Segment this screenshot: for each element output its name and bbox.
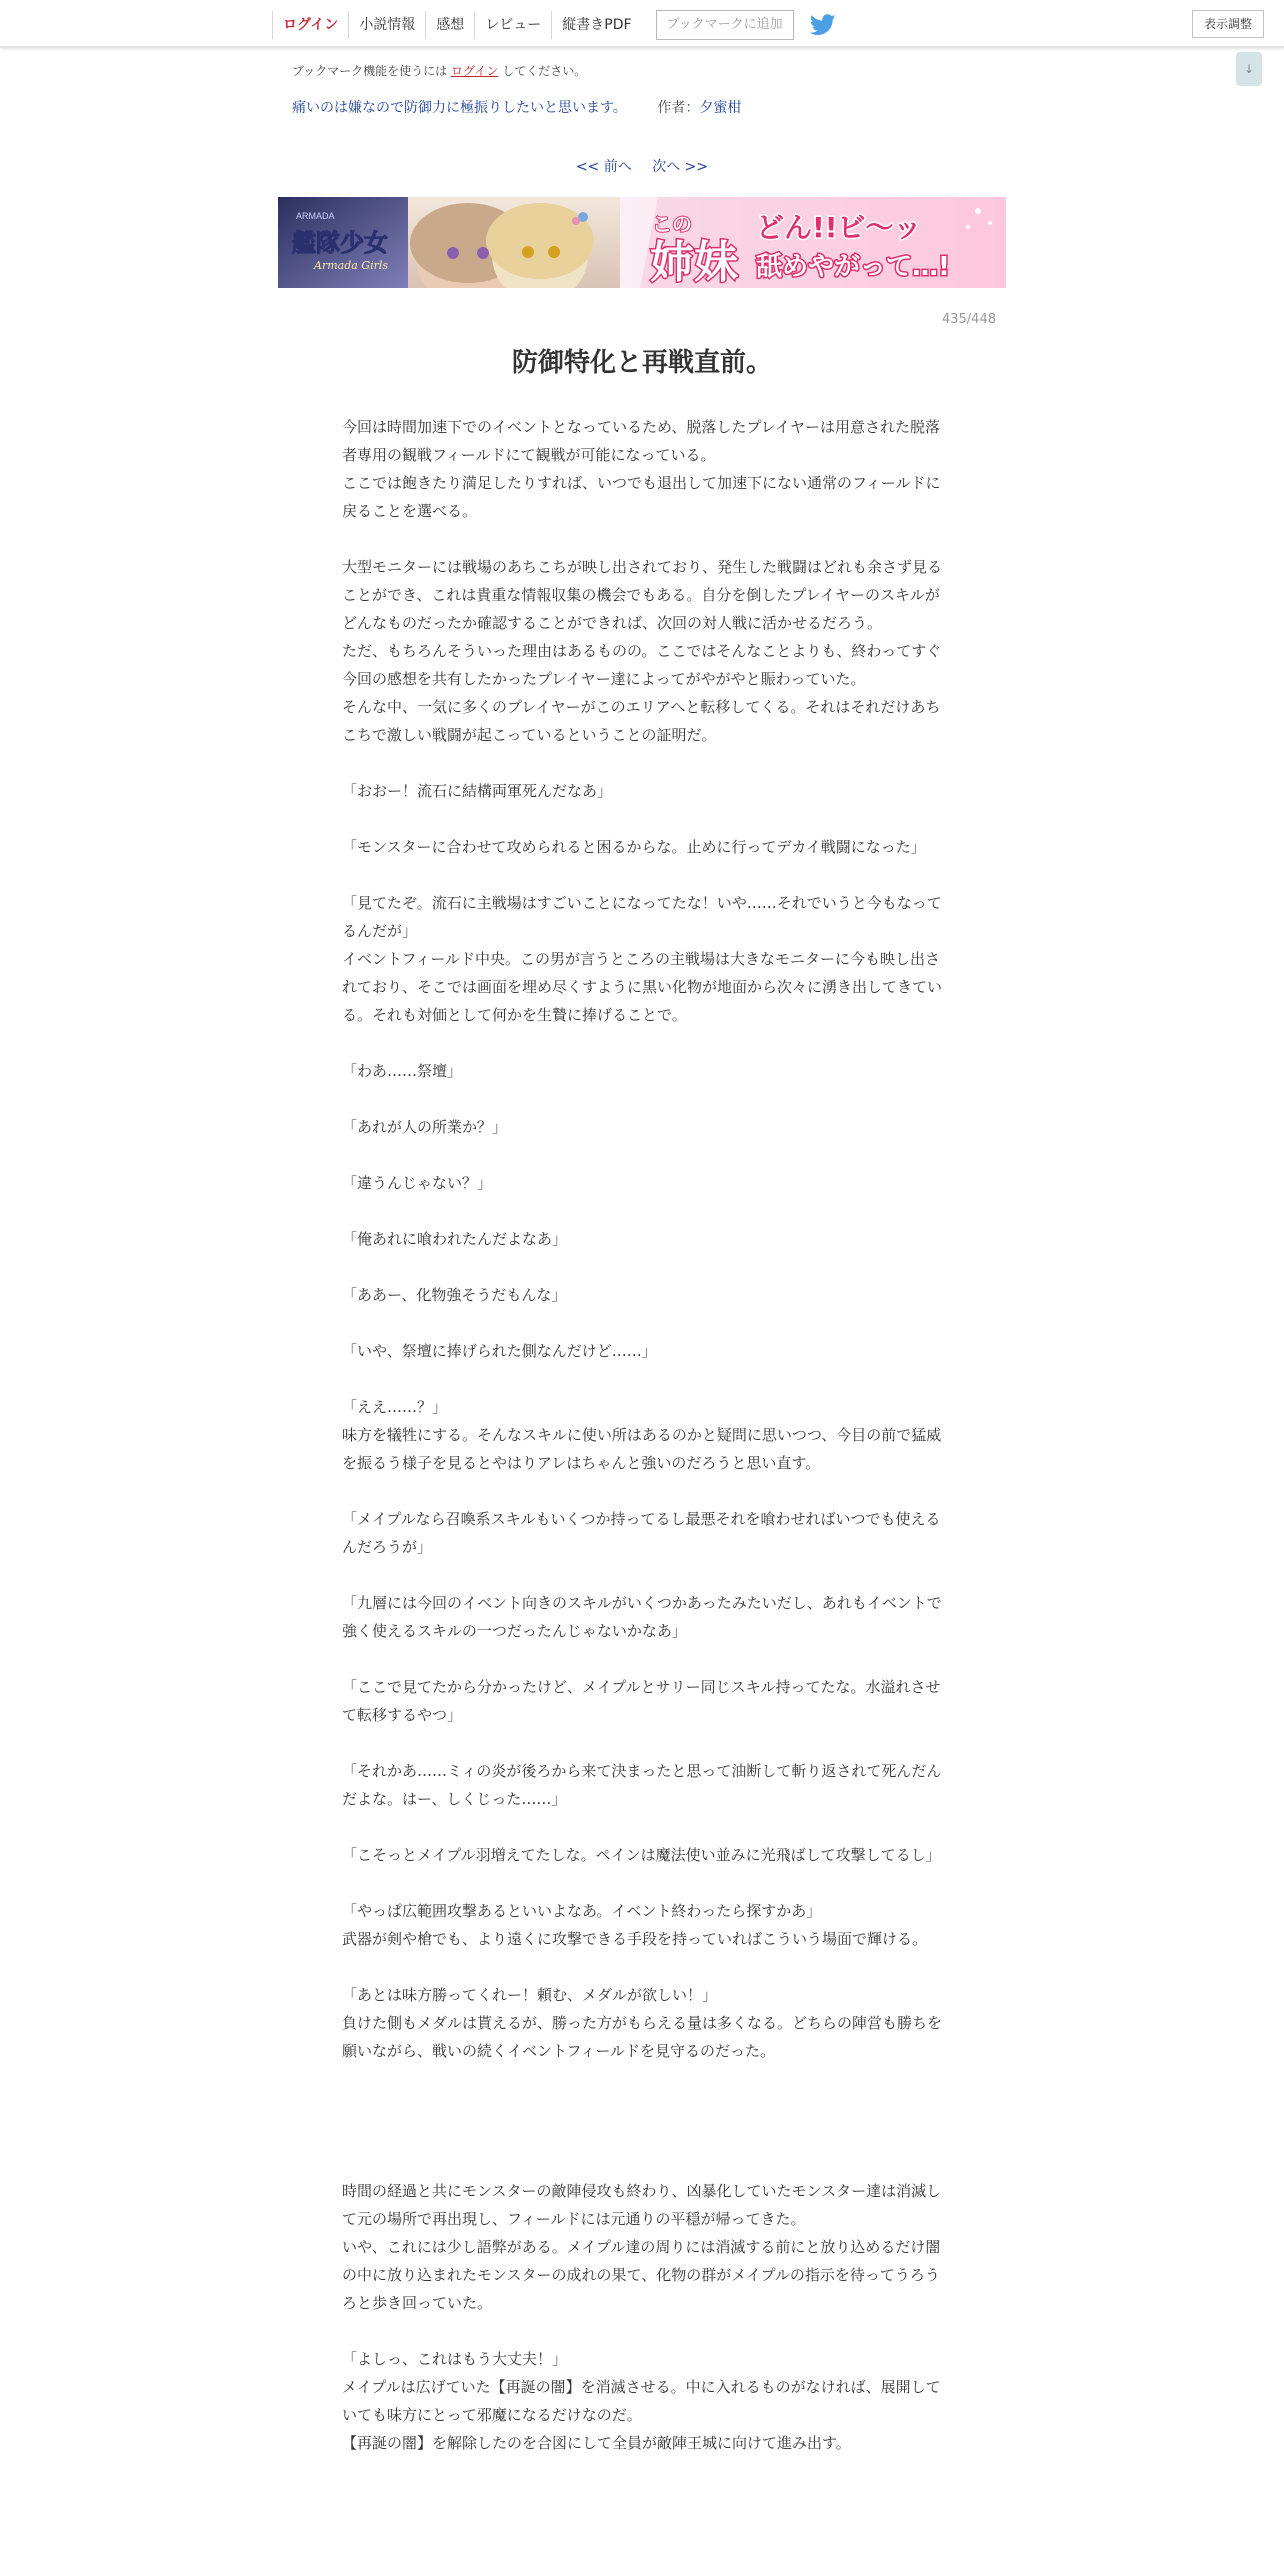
novel-paragraph: そんな中、一気に多くのプレイヤーがこのエリアへと転移してくる。それはそれだけあちこちで激しい戦闘が起こっているということの証明だ。 [342, 698, 941, 744]
novel-paragraph [342, 1645, 942, 1673]
novel-paragraph [342, 1197, 942, 1225]
novel-paragraph: 今回は時間加速下でのイベントとなっているため、脱落したプレイヤーは用意された脱落者専用の観戦フィールドにて観戦が可能になっている。 [342, 418, 941, 464]
novel-paragraph: 「あとは味方勝ってくれー！頼む、メダルが欲しい！」 [342, 1986, 718, 2004]
novel-paragraph [342, 1953, 942, 1981]
banner-logo-sub: Armada Girls [314, 259, 389, 272]
novel-paragraph: 「こそっとメイプル羽増えてたしな。ペインは魔法使い並みに光飛ばして攻撃してるし」 [342, 1846, 941, 1864]
novel-paragraph: 「ここで見てたから分かったけど、メイプルとサリー同じスキル持ってたな。水溢れさせて転移するやつ」 [342, 1678, 941, 1724]
banner-text-accent: どん!!ビ〜ッ [756, 211, 922, 244]
novel-paragraph [342, 861, 942, 889]
novel-paragraph: 「違うんじゃない？」 [342, 1174, 493, 1192]
novel-paragraph: 武器が剣や槍でも、より遠くに攻撃できる手段を持っていればこういう場面で輝ける。 [342, 1930, 928, 1948]
login-note-suffix: してください。 [502, 64, 587, 78]
novel-paragraph [342, 1029, 942, 1057]
novel-paragraph [342, 1813, 942, 1841]
novel-paragraph [342, 2317, 942, 2345]
novel-paragraph [342, 2093, 942, 2121]
novel-paragraph [342, 749, 942, 777]
login-note-prefix: ブックマーク機能を使うには [292, 64, 448, 78]
banner-text-main: 姉妹 [650, 237, 738, 288]
novel-paragraph: 「やっぱ広範囲攻撃あるといいよなあ。イベント終わったら探すかあ」 [342, 1902, 822, 1920]
banner-logo-top: ARMADA [296, 211, 335, 221]
top-navigation-bar [0, 0, 1284, 48]
twitter-icon[interactable] [810, 14, 836, 36]
novel-paragraph: 「俺あれに喰われたんだよなあ」 [342, 1230, 568, 1248]
banner-logo: 艦隊少女 [292, 229, 388, 257]
chapter-counter: 435/448 [941, 312, 996, 327]
chapter-title: 防御特化と再戦直前。 [511, 348, 772, 378]
author-label: 作者： [657, 100, 700, 116]
login-link[interactable]: ログイン [451, 64, 499, 78]
novel-paragraph: 時間の経過と共にモンスターの敵陣侵攻も終わり、凶暴化していたモンスター達は消滅して元の場所で再出現し、フィールドには元通りの平穏が帰ってきた。 [342, 2182, 942, 2228]
add-bookmark-button[interactable]: ブックマークに追加 [656, 10, 794, 40]
novel-paragraph [342, 1253, 942, 1281]
novel-paragraph [342, 1085, 942, 1113]
novel-paragraph [342, 2065, 942, 2093]
novel-paragraph: 「見てたぞ。流石に主戦場はすごいことになってたな！いや……それでいうと今もなってるんだが」 [342, 894, 942, 940]
novel-paragraph [342, 1141, 942, 1169]
banner-text-tail: 舐めやがって…! [756, 252, 950, 282]
novel-paragraph [342, 805, 942, 833]
series-title-link[interactable]: 痛いのは嫌なので防御力に極振りしたいと思います。 [292, 100, 627, 116]
novel-paragraph: 「よしっ、これはもう大丈夫！」 [342, 2350, 568, 2368]
novel-paragraph [342, 1365, 942, 1393]
novel-paragraph: イベントフィールド中央。この男が言うところの主戦場は大きなモニターに今も映し出されており、そこでは画面を埋め尽くすように黒い化物が地面から次々に湧き出してきている。それも対価として何かを生贄に捧げることで。 [342, 950, 943, 1024]
novel-paragraph: 「おおー！流石に結構両軍死んだなあ」 [342, 782, 613, 800]
novel-body [342, 413, 942, 2457]
novel-paragraph [342, 1729, 942, 1757]
novel-paragraph: 「あれが人の所業か？」 [342, 1118, 508, 1136]
novel-paragraph: 「ええ……？」 [342, 1398, 448, 1416]
novel-paragraph [342, 2149, 942, 2177]
novel-paragraph: 「いや、祭壇に捧げられた側なんだけど……」 [342, 1342, 657, 1360]
novel-paragraph: 「わあ……祭壇」 [342, 1062, 463, 1080]
novel-paragraph: メイプルは広げていた【再誕の闇】を消滅させる。中に入れるものがなければ、展開していても味方にとって邪魔になるだけなのだ。 [342, 2378, 941, 2424]
scroll-down-tab[interactable]: ↓ [1236, 52, 1262, 86]
novel-paragraph: ここでは飽きたり満足したりすれば、いつでも退出して加速下にない通常のフィールドに戻ることを選べる。 [342, 474, 941, 520]
novel-paragraph: 「ああー、化物強そうだもんな」 [342, 1286, 567, 1304]
novel-paragraph [342, 1477, 942, 1505]
next-chapter-link[interactable]: 次へ >> [652, 159, 709, 175]
novel-paragraph: いや、これには少し語弊がある。メイプル達の周りには消滅する前にと放り込めるだけ闇の中に放り込まれたモンスターの成れの果て、化物の群がメイプルの指示を待ってうろうろと歩き回っていた。 [342, 2238, 941, 2312]
novel-paragraph: 負けた側もメダルは貰えるが、勝った方がもらえる量は多くなる。どちらの陣営も勝ちを願いながら、戦いの続くイベントフィールドを見守るのだった。 [342, 2014, 943, 2060]
novel-paragraph [342, 1561, 942, 1589]
novel-paragraph [342, 1869, 942, 1897]
ad-banner[interactable] [278, 197, 1006, 288]
novel-paragraph: ただ、もちろんそういった理由はあるものの。ここではそんなことよりも、終わってすぐ今回の感想を共有したかったプレイヤー達によってがやがやと賑わっていた。 [342, 642, 942, 688]
nav-review[interactable]: レビュー [474, 11, 551, 39]
novel-paragraph [342, 2121, 942, 2149]
novel-paragraph [342, 1309, 942, 1337]
novel-paragraph: 「九層には今回のイベント向きのスキルがいくつかあったみたいだし、あれもイベントで強く使えるスキルの一つだったんじゃないかなあ」 [342, 1594, 942, 1640]
nav-vertical-pdf[interactable]: 縦書きPDF [551, 11, 641, 39]
author-link[interactable]: 夕蜜柑 [699, 100, 742, 116]
display-settings-button[interactable]: 表示調整 [1192, 10, 1264, 38]
bookmark-login-note [292, 62, 586, 79]
series-info [292, 97, 741, 117]
nav-impressions[interactable]: 感想 [425, 11, 474, 39]
novel-paragraph [342, 525, 942, 553]
novel-paragraph: 【再誕の闇】を解除したのを合図にして全員が敵陣王城に向けて進み出す。 [342, 2434, 851, 2452]
banner-text-small: この [652, 212, 692, 236]
chapter-pager [0, 156, 1284, 176]
novel-paragraph: 「それかあ……ミィの炎が後ろから来て決まったと思って油断して斬り返されて死んだんだよな。はー、しくじった……」 [342, 1762, 942, 1808]
novel-paragraph: 「メイプルなら召喚系スキルもいくつか持ってるし最悪それを喰わせればいつでも使えるんだろうが」 [342, 1510, 941, 1556]
prev-chapter-link[interactable]: << 前へ [575, 159, 632, 175]
nav-login[interactable]: ログイン [272, 11, 348, 39]
nav-novel-info[interactable]: 小説情報 [348, 11, 425, 39]
novel-paragraph: 大型モニターには戦場のあちこちが映し出されており、発生した戦闘はどれも余さず見ることができ、これは貴重な情報収集の機会でもある。自分を倒したプレイヤーのスキルがどんなものだったか確認することができれば、次回の対人戦に活かせるだろう。 [342, 558, 943, 632]
novel-paragraph: 「モンスターに合わせて攻められると困るからな。止めに行ってデカイ戦闘になった」 [342, 838, 926, 856]
novel-paragraph: 味方を犠牲にする。そんなスキルに使い所はあるのかと疑問に思いつつ、今目の前で猛威を振るう様子を見るとやはりアレはちゃんと強いのだろうと思い直す。 [342, 1426, 942, 1472]
main-nav [272, 10, 836, 40]
